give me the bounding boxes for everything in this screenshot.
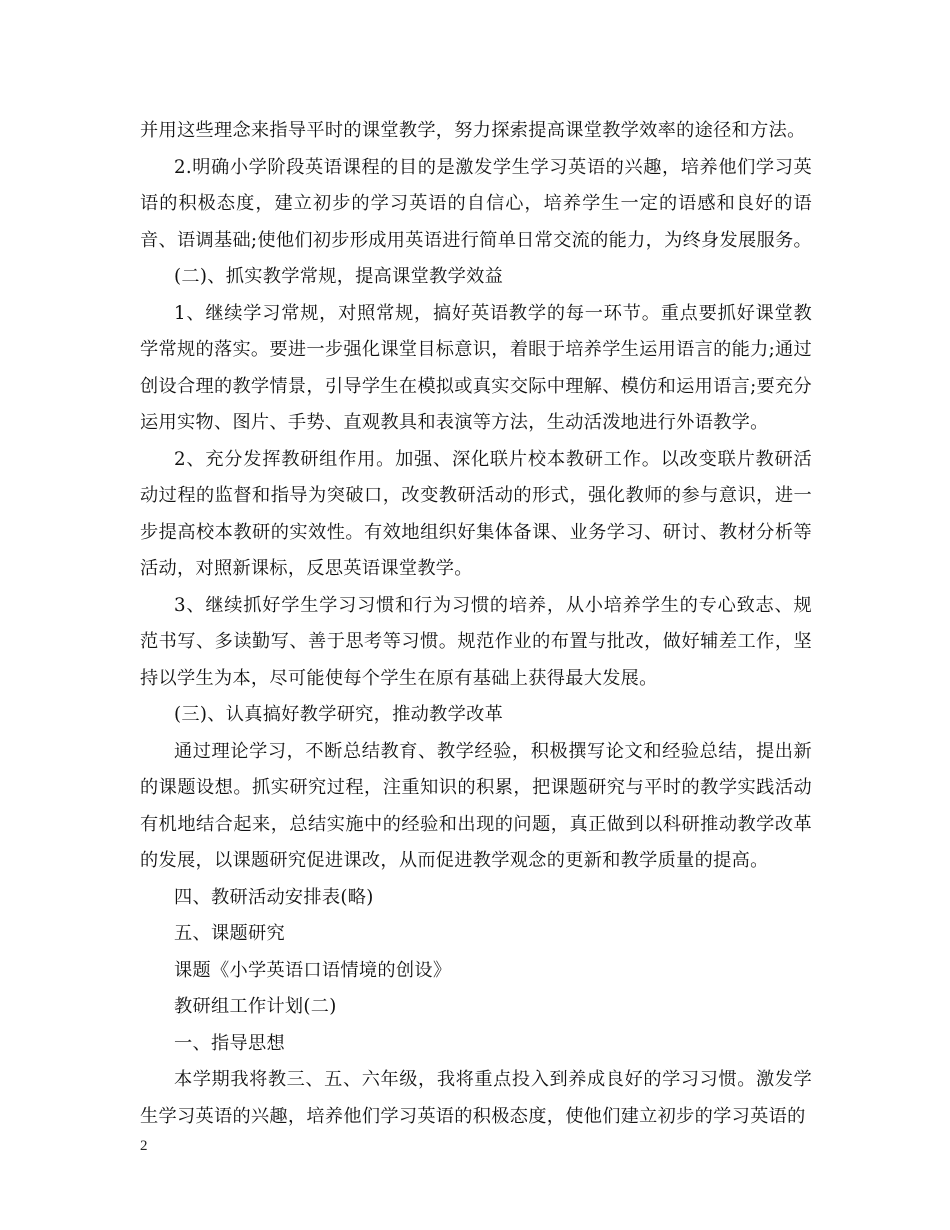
plan-title: 教研组工作计划(二): [174, 996, 337, 1017]
body-text: [140, 113, 812, 1135]
section-heading-2: (二)、抓实教学常规，提高课堂教学效益: [174, 266, 504, 287]
paragraph-1: 并用这些理念来指导平时的课堂教学，努力探索提高课堂教学效率的途径和方法。: [140, 120, 806, 141]
paragraph-2: 2.明确小学阶段英语课程的目的是激发学生学习英语的兴趣，培养他们学习英语的积极态度，建立初步的学习英语的自信心，培养学生一定的语感和良好的语音、语调基础;使他们初步形成用英语进行简单日常交流的能力，为终身发展服务。: [140, 156, 812, 251]
heading-schedule: 四、教研活动安排表(略): [174, 886, 374, 908]
section-heading-3: (三)、认真搞好教学研究，推动教学改革: [174, 704, 504, 725]
paragraph-3: 1、继续学习常规，对照常规，搞好英语教学的每一环节。重点要抓好课堂教学常规的落实。要进一步强化课堂目标意识，着眼于培养学生运用语言的能力;通过创设合理的教学情景，引导学生在模拟或真实交际中理解、模仿和运用语言;要充分运用实物、图片、手势、直观教具和表演等方法，生动活泼地进行外语教学。: [140, 302, 812, 433]
heading-guiding-ideas: 一、指导思想: [174, 1032, 285, 1054]
research-topic: 课题《小学英语口语情境的创设》: [174, 959, 452, 981]
paragraph-7: 本学期我将教三、五、六年级，我将重点投入到养成良好的学习习惯。激发学生学习英语的兴趣，培养他们学习英语的积极态度，使他们建立初步的学习英语的: [140, 1069, 812, 1127]
paragraph-5: 3、继续抓好学生学习习惯和行为习惯的培养，从小培养学生的专心致志、规范书写、多读勤写、善于思考等习惯。规范作业的布置与批改，做好辅差工作，坚持以学生为本，尽可能使每个学生在原有基础上获得最大发展。: [140, 594, 812, 689]
heading-research: 五、课题研究: [174, 923, 285, 944]
page-number: 2: [140, 1138, 148, 1154]
paragraph-6: 通过理论学习，不断总结教育、教学经验，积极撰写论文和经验总结，提出新的课题设想。抓实研究过程，注重知识的积累，把课题研究与平时的教学实践活动有机地结合起来，总结实施中的经验和出现的问题，真正做到以科研推动教学改革的发展，以课题研究促进课改，从而促进教学观念的更新和教学质量的提高。: [140, 740, 812, 871]
paragraph-4: 2、充分发挥教研组作用。加强、深化联片校本教研工作。以改变联片教研活动过程的监督和指导为突破口，改变教研活动的形式，强化教师的参与意识，进一步提高校本教研的实效性。有效地组织好集体备课、业务学习、研讨、教材分析等活动，对照新课标，反思英语课堂教学。: [140, 448, 812, 579]
